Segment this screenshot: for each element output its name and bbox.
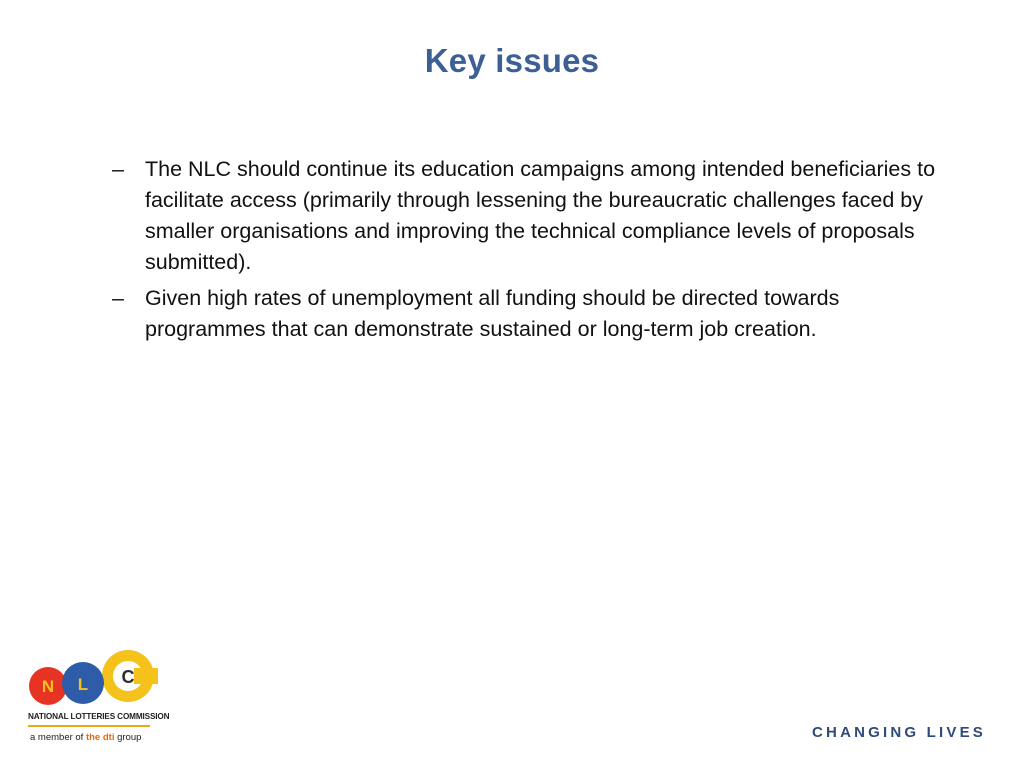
slide-title: Key issues — [424, 42, 600, 79]
bullet-list — [112, 154, 962, 350]
logo-member-suffix: group — [114, 732, 142, 743]
logo-letter-n: N — [41, 677, 55, 696]
logo-member-group: the dti — [85, 732, 115, 743]
bullet-text: Given high rates of unemployment all funding should be directed towards programmes that can demonstrate sustained or long-term job creation. — [145, 286, 840, 341]
logo-member-prefix: a member of — [30, 732, 86, 743]
logo-member-text — [30, 732, 141, 743]
bullet-item — [112, 283, 962, 345]
logo-name: NATIONAL LOTTERIES COMMISSION — [28, 712, 170, 721]
bullet-dash-icon: – — [112, 286, 124, 310]
bullet-dash-icon: – — [112, 157, 124, 181]
logo-divider — [28, 725, 150, 727]
nlc-logo-mark-icon — [28, 646, 158, 712]
nlc-logo — [28, 646, 170, 750]
bullet-text: The NLC should continue its education campaigns among intended beneficiaries to facilitate access (primarily through lessening the bureaucratic challenges faced by smaller organisations and improving the technical compliance levels of proposals submitted). — [145, 157, 936, 274]
bullet-item — [112, 154, 962, 278]
logo-letter-l: L — [77, 675, 89, 694]
footer-tagline: CHANGING LIVES — [812, 724, 986, 741]
logo-letter-c: C — [121, 667, 135, 687]
